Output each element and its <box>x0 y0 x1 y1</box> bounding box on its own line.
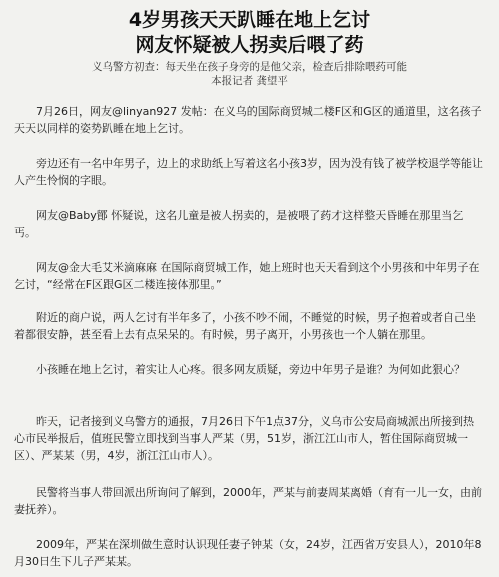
paragraph-1: 7月26日，网友@linyan927 发帖：在义乌的国际商贸城二楼F区和G区的通道里，这名孩子天天以同样的姿势趴睡在地上乞讨。 <box>14 105 482 135</box>
headline-line-1: 4岁男孩天天趴睡在地上乞讨 <box>128 9 371 31</box>
subtitle: 义乌警方初查：每天坐在孩子身旁的是他父亲，检查后排除喂药可能 <box>92 61 407 73</box>
paragraph-9: 2009年，严某在深圳做生意时认识现任妻子钟某（女，24岁，江西省万安县人），2010年8月30日生下儿子严某某。 <box>14 538 482 568</box>
paragraph-5: 附近的商户说，两人乞讨有半年多了，小孩不吵不闹，不睡觉的时候，男子抱着或者自己坐着都很安静，甚至看上去有点呆呆的。有时候，男子离开，小男孩也一个人躺在那里。 <box>14 311 476 341</box>
paragraph-2: 旁边还有一名中年男子，边上的求助纸上写着这名小孩3岁，因为没有钱了被学校退学等能让人产生怜悯的字眼。 <box>14 157 483 187</box>
paragraph-3: 网友@Baby鄮 怀疑说，这名儿童是被人拐卖的，是被喂了药才这样整天昏睡在那里当乞丐。 <box>14 209 464 239</box>
headline-line-2: 网友怀疑被人拐卖后喂了药 <box>135 34 364 56</box>
paragraph-4: 网友@金大毛艾米滴麻麻 在国际商贸城工作，她上班时也天天看到这个小男孩和中年男子在乞讨，“经常在F区跟G区二楼连接体那里。” <box>14 261 480 291</box>
paragraph-8: 民警将当事人带回派出所询问了解到，2000年，严某与前妻周某离婚（育有一儿一女，由前妻抚养）。 <box>14 486 482 516</box>
paragraph-6: 小孩睡在地上乞讨，着实让人心疼。很多网友质疑，旁边中年男子是谁？为何如此狠心？ <box>36 363 465 376</box>
byline: 本报记者 龚望平 <box>211 75 288 87</box>
paragraph-7: 昨天，记者接到义乌警方的通报，7月26日下午1点37分，义乌市公安局商城派出所接到热心市民举报后，值班民警立即找到当事人严某（男，51岁，浙江江山市人，暂住国际商贸城一区）、严某某（男，4岁，浙江江山市人）。 <box>14 415 474 462</box>
